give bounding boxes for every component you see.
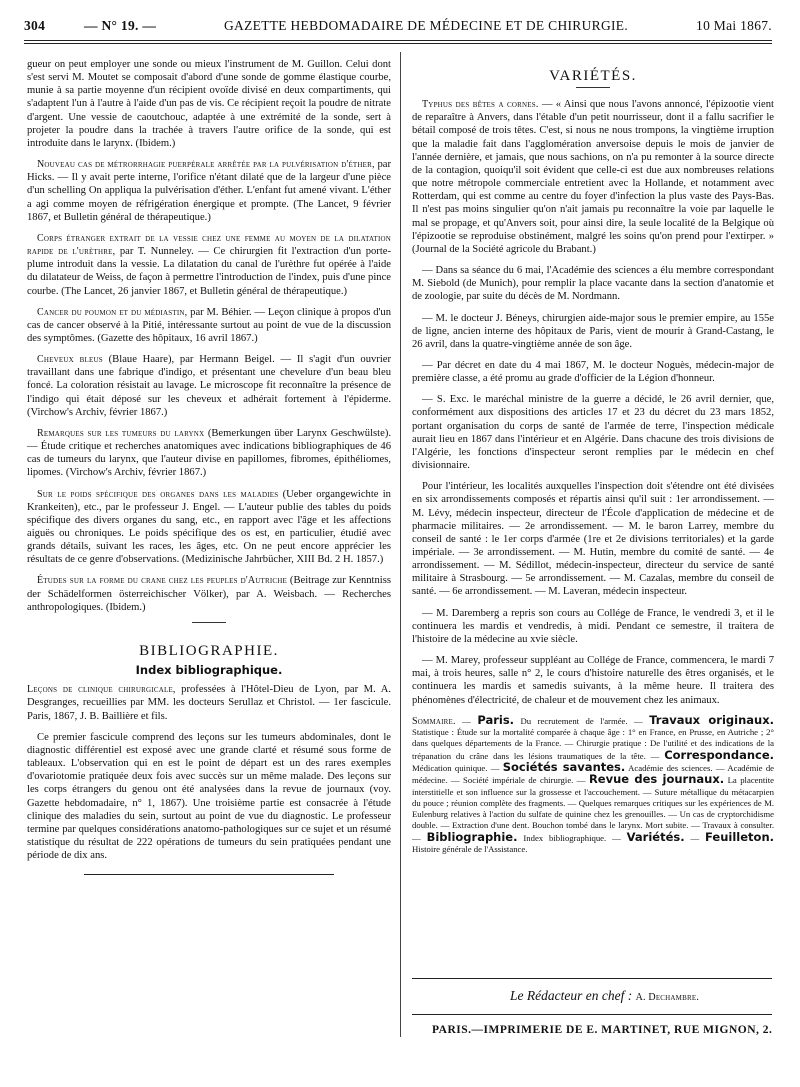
section-rule [192,622,226,623]
varietes-heading: VARIÉTÉS. [549,68,637,84]
paragraph: Nouveau cas de métrorrhagie puerpérale arrêtée par la pulvérisation d'éther, par Hicks. — Il y avait perte interne, l'orifice n'étant dilaté que de la largeur d'une pièce d'un schelling On appliqua la pulvérisation d'éther. L'enfant fut amené vivant. L'éther a agi comme moyen de réfrigération énergique et prompte. (The Lancet, 9 février 1867, et Bulletin général de thérapeutique.) [27,159,391,223]
paragraph: Études sur la forme du crane chez les peuples d'Autriche (Beitrage zur Kenntniss der Schädelformen österreichischer Völker), par A. Weisbach. — Recherches anthropologiques. (Ibidem.) [27,575,391,613]
paragraph: Cancer du poumon et du médiastin, par M. Béhier. — Leçon clinique à propos d'un cas de cancer observé à la Pitié, intéressante surtout au point de vue de la discussion des symptômes. (Gazette des hôpitaux, 16 avril 1867.) [27,306,391,344]
page-number: 304 [24,18,46,33]
sommaire-rule [412,978,772,979]
paragraph: Remarques sur les tumeurs du larynx (Bemerkungen über Larynx Geschwülste). — Étude critique et recherches anatomiques avec indications bibliographiques de 46 cas de tumeurs du larynx, que l'auteur divise en papillomes, fibromes, épithéliomes, lipomes. (Virchow's Archiv, février 1867.) [27,427,391,479]
right-column [412,60,774,855]
page-header [24,14,772,36]
paragraph: Ce premier fascicule comprend des leçons sur les tumeurs abdominales, dont le diagnostic différentiel est exposé avec une grande clarté et résumé sous forme de tableaux. L'observation qui en est le point de départ est un des rares exemples d'ovariotomie pratiquée deux fois avec succès sur un même malade. Des leçons sur les corps étrangers du genou ont été analysées dans la revue de journaux (voy. Gazette hebdomadaire, n° 1, 1867). Une troisième partie est consacrée à l'étude clinique des maladies du sein, surtout au point de vue du diagnostic. Le professeur termine par quelques considérations anatomo-pathologiques sur ce sujet et un résumé statistique du résultat de 222 opérations de tumeurs du sein pratiquées pendant une période de dix ans. [27,731,391,862]
paragraph: Typhus des bêtes a cornes. — « Ainsi que nous l'avons annoncé, l'épizootie vient de reparaître à Anvers, dans l'étable d'un petit nourrisseur, dont il a fallu sacrifier le bétail composé de trois têtes. C'est, si nous ne nous trompons, la vingtième irruption que la maladie fait dans l'agglomération anversoise depuis le mois de janvier de l'année dernière, et jamais, que nous sachions, on n'a pu remonter à la source directe de la contagion, quoiqu'il soit évident que celle-ci est due aux nombreuses relations que notre métropole commerciale entretient avec la Hollande, et notamment avec Rotterdam, qui est comme au centre du foyer d'infection la plus vaste des Pays-Bas. Il n'est pas moins singulier qu'on n'ait jamais pu reconnaître la voie par laquelle le mal se propage, et qu'Anvers soit, pour ainsi dire, la seule localité de la Belgique où l'épizootie se reproduise obstinément, malgré les soins qu'on prend pour l'extirper. » (Journal de la Société agricole du Brabant.) [412,99,774,255]
header-rule-bottom [24,43,772,44]
journal-title: GAZETTE HEBDOMADAIRE DE MÉDECINE ET DE CHIRURGIE. [224,18,629,33]
paragraph: Leçons de clinique chirurgicale, professées à l'Hôtel-Dieu de Lyon, par M. A. Desgranges, recueillies par MM. les docteurs Serullaz et Christol. — 1er fascicule. Paris, 1867, J. B. Baillière et fils. [27,684,392,722]
footer-rule [412,1014,772,1015]
paragraph: gueur on peut employer une sonde ou mieux l'instrument de M. Guillon. Celui dont s'est servi M. Moutet se composait d'abord d'une sonde de gomme élastique courbe, munie à sa partie moyenne d'un récipient ovoïde divisé en deux compartiments, qui s'adaptent l'un à l'autre à l'aide d'un pas de vis. Ce récipient reçoit la poudre de nitrate d'argent. Une vessie de caoutchouc, adaptée à une extrémité de la sonde, sert à projeter la poudre dans la trachée à travers l'autre orifice de la sonde, qui est introduite dans le larynx. (Ibidem.) [27,59,391,149]
paragraph: Pour l'intérieur, les localités auxquelles l'inspection doit s'étendre ont été divisées en six arrondissements composés et répartis ainsi qu'il suit : 1er arrondissement. — M. Lévy, médecin inspecteur, directeur de l'École d'application de médecine et de pharmacie militaires. — 2e arrondissement. — M. le baron Larrey, membre du conseil de santé : le 1er corps d'armée (1re et 2e divisions territoriales) et la garde impériale. — 3e arrondissement. — M. Hutin, membre du comité de santé. — 4e arrondissement. — M. Sédillot, médecin-inspecteur, directeur du service de santé militaire à Strasbourg. — 5e arrondissement. — M. Cazalas, membre du conseil de santé. — 6e arrondissement. — M. Laveran, médecin inspecteur. [412,481,774,598]
paragraph: Corps étranger extrait de la vessie chez une femme au moyen de la dilatation rapide de l'urèthre, par T. Nunneley. — Ce chirurgien fit l'extraction d'un porte-plume introduit dans la vessie. La dilatation du canal de l'urèthre fut opérée à l'aide du dilatateur de Weiss, de façon à permettre l'introduction de l'index, puis d'une pince courbe. (The Lancet, 26 janvier 1867, et Bulletin général de thérapeutique.) [27,232,391,297]
imprimerie-line: PARIS.—IMPRIMERIE DE E. MARTINET, RUE MIGNON, 2. [432,1024,773,1036]
paragraph: — Dans sa séance du 6 mai, l'Académie des sciences a élu membre correspondant M. Siebold (de Munich), pour remplir la place vacante dans la section d'anatomie et de zoologie, par suite du décès de M. Nordmann. [412,265,774,303]
end-rule [84,874,334,875]
bibliographie-heading: BIBLIOGRAPHIE. [139,642,279,659]
paragraph: — M. Daremberg a repris son cours au Collége de France, le vendredi 3, et il le continuera les mardis et vendredis, à midi. Pendant ce semestre, il traitera de l'histoire de la médecine au xvie siècle. [412,607,774,645]
paragraph: — M. le docteur J. Béneys, chirurgien aide-major sous le premier empire, au 155e de ligne, ancien interne des hôpitaux de Paris, vient de mourir à Grand-Castang, le 26 avril, dans la quatre-vingtième année de son âge. [412,312,774,350]
left-column [27,58,391,889]
issue-number: — N° 19. — [84,18,157,33]
header-rule-top [24,40,772,41]
sommaire: Sommaire. — Paris. Du recrutement de l'armée. — Travaux originaux. Statistique : Étude sur la mortalité comparée à chaque âge : 1° en France, en Prusse, en Autriche ; 2° dans quelques départements de la France. — Chirurgie pratique : De l'utilité et des indications de la trépanation du crâne dans les lésions traumatiques de la tête. — Correspondance. Médication quinique. — Sociétés savantes. Académie des sciences. — Académie de médecine. — Société impériale de chirurgie. — Revue des journaux. La placentite interstitielle et son influence sur la grossesse et l'accouchement. — Suture métallique du métacarpien du pouce ; réunion complète des fragments. — Quelques remarques critiques sur les expériences de M. Eulenburg relatives à l'action du sulfate de quinine chez les grenouilles. — Un cas de cryptorchidisme double. — Extraction d'une dent. Bouchon tombé dans le larynx. Mort subite. — Travaux à consulter. — Bibliographie. Index bibliographique. — Variétés. — Feuilleton. Histoire générale de l'Assistance. [412,712,775,854]
paragraph: Sur le poids spécifique des organes dans les maladies (Ueber organgewichte in Krankeiten), etc., par le professeur J. Engel. — L'auteur publie des tables du poids spécifique des divers organes du sang, etc., en rapport avec l'âge et les affections aiguës ou chroniques. Le poids spécifique des os est, en particulier, étudié avec grands détails, suivant les races, les âges, etc. On ne peut encore apprécier les résultats de ce genre d'observations. (Medizinische Jahrbücher, XIII Bd. 2 H. 1857.) [27,488,391,566]
paragraph: — Par décret en date du 4 mai 1867, M. le docteur Noguès, médecin-major de première classe, a été promu au grade d'officier de la Légion d'honneur. [412,359,774,385]
issue-date: 10 Mai 1867. [696,18,772,33]
paragraph: Cheveux bleus (Blaue Haare), par Hermann Beigel. — Il s'agit d'un ouvrier travaillant dans une fabrique d'indigo, et présentant une chevelure d'un beau bleu foncé. La coloration résistait au lavage. Le microscope fit reconnaître la présence de l'indigo qui était déposé sur les cheveux et adhérait fortement à l'épiderme. (Virchow's Archiv, février 1867.) [27,354,392,418]
redacteur-line: Le Rédacteur en chef : A. Dechambre. [510,988,700,1003]
index-heading: Index bibliographique. [135,663,283,678]
paragraph: — M. Marey, professeur suppléant au Collége de France, commencera, le mardi 7 mai, à trois heures, salle n° 2, le cours d'histoire naturelle des êtres organisés, et le continuera les mardis et samedis suivants, à la même heure. Il traitera des phénomènes d'électricité, de chaleur et de mouvement chez les animaux. [412,655,774,706]
column-divider [400,52,401,1037]
section-rule [576,87,610,88]
paragraph: — S. Exc. le maréchal ministre de la guerre a décidé, le 26 avril dernier, que, conformément aux dispositions des articles 17 et 23 du décret du 23 mars 1852, portant organisation du corps de santé de l'armée de terre, l'inspection médicale aurait lieu en 1867 dans l'intérieur et en Algérie. Dans chacune des trois divisions de l'Algérie, les fonctions d'inspecteur seront remplies par le médecin en chef divisionnaire. [412,394,774,472]
